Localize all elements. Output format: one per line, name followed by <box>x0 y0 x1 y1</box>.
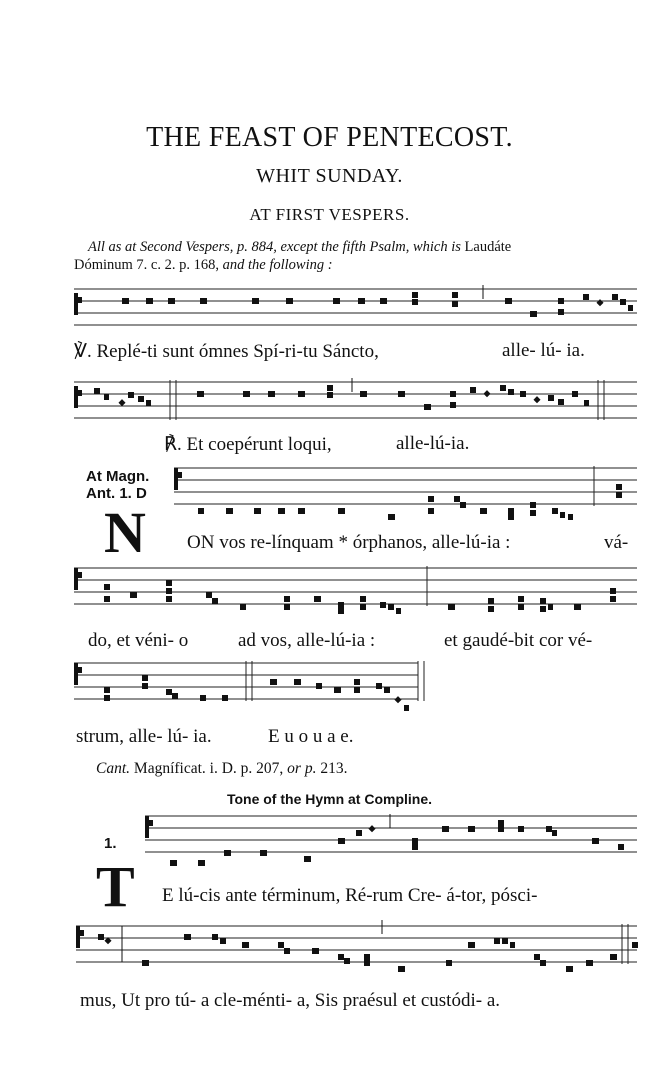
euouae: E u o u a e. <box>268 726 354 747</box>
hymn-line-2: mus, Ut pro tú- a cle-ménti- a, Sis praésul et custódi- a. <box>80 990 501 1011</box>
antiphon-label-1: At Magn. <box>86 468 150 485</box>
rubric-italic-1: All as at Second Vespers, p. 884, except the fifth Psalm, which is <box>88 239 461 255</box>
page-title: THE FEAST OF PENTECOST. <box>146 122 513 153</box>
chant-staff-5 <box>0 657 659 723</box>
chant-staff-4 <box>0 562 659 628</box>
canticle-page: 213. <box>320 760 348 777</box>
antiphon-line-2a: do, et véni- o <box>88 630 189 651</box>
versicle-alleluia: alle- lú- ia. <box>502 340 585 361</box>
hymn-heading: Tone of the Hymn at Compline. <box>226 791 433 807</box>
antiphon-label-2: Ant. 1. D <box>86 485 147 502</box>
rubric-line-2 <box>74 257 333 274</box>
rubric-line-1 <box>88 239 511 256</box>
chant-staff-1 <box>0 285 659 335</box>
rubric-roman-2: Dóminum 7. c. 2. p. 168, <box>74 257 219 273</box>
versicle-text: Replé-ti sunt ómnes Spí-ri-tu Sáncto, <box>96 341 379 362</box>
versicle-symbol: ℣. <box>74 341 92 362</box>
section-heading: AT FIRST VESPERS. <box>249 205 410 224</box>
antiphon-line-3a: strum, alle- lú- ia. <box>76 726 212 747</box>
hymn-number: 1. <box>104 835 117 852</box>
response-line <box>164 433 332 456</box>
antiphon-line-1: ON vos re-línquam * órphanos, alle-lú-ia : <box>187 532 511 553</box>
versicle-line <box>74 340 379 363</box>
hymn-initial: T <box>96 854 135 919</box>
feast-subtitle: WHIT SUNDAY. <box>256 165 403 187</box>
response-symbol: ℟. <box>164 434 182 455</box>
rubric-italic-2: and the following : <box>222 257 333 273</box>
hymn-line-1: E lú-cis ante términum, Ré-rum Cre- á-tor, pósci- <box>162 885 538 906</box>
response-text: Et coepérunt loqui, <box>186 434 332 455</box>
antiphon-initial: N <box>104 500 146 565</box>
antiphon-line-1-end: vá- <box>604 532 629 553</box>
canticle-text: Magníficat. i. D. p. 207, <box>133 760 284 777</box>
chant-staff-2 <box>0 378 659 428</box>
antiphon-line-2b: ad vos, alle-lú-ia : <box>238 630 376 651</box>
canticle-label: Cant. <box>96 760 131 777</box>
chant-staff-7 <box>0 920 659 986</box>
response-alleluia: alle-lú-ia. <box>396 433 470 454</box>
chant-staff-3 <box>0 462 659 528</box>
rubric-roman-1: Laudáte <box>464 239 512 255</box>
antiphon-line-2c: et gaudé-bit cor vé- <box>444 630 593 651</box>
canticle-line <box>96 760 347 778</box>
canticle-or: or p. <box>287 760 317 777</box>
